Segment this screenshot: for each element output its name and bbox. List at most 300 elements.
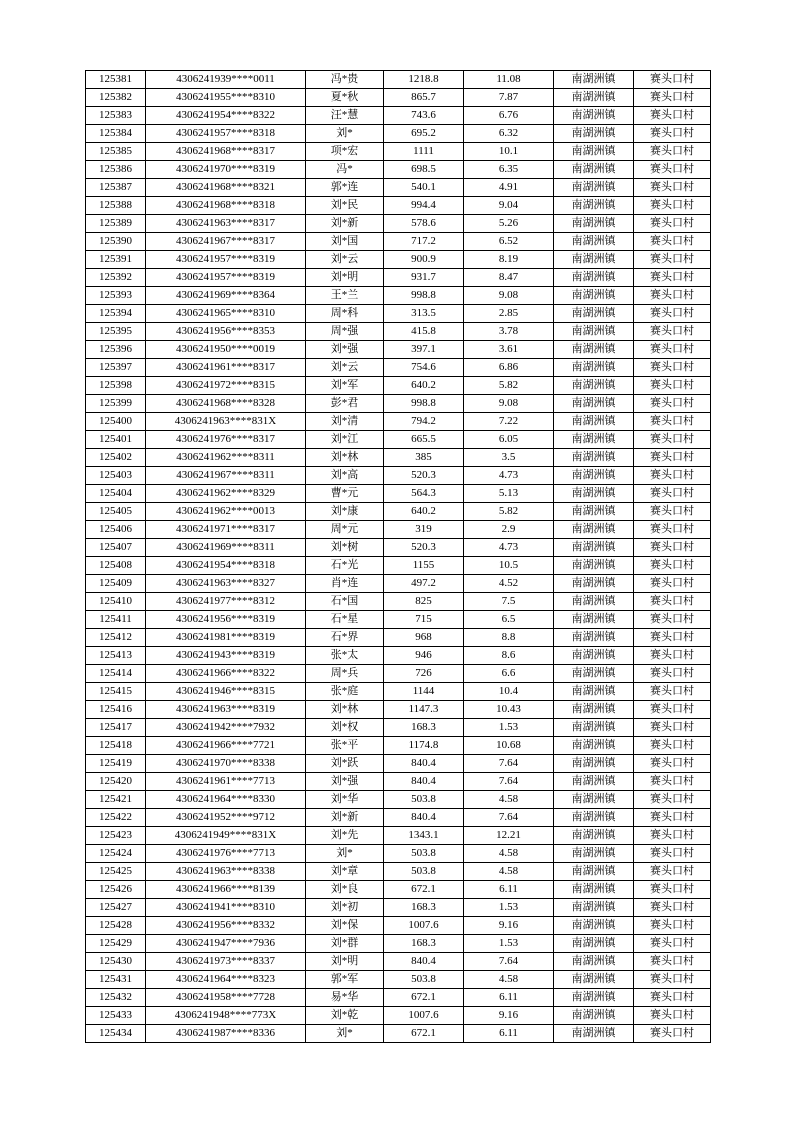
cell-id-number: 4306241963****8319: [146, 701, 306, 719]
cell-percent: 6.52: [464, 233, 554, 251]
cell-amount: 1007.6: [384, 917, 464, 935]
cell-village: 赛头口村: [634, 719, 711, 737]
cell-name: 刘*章: [306, 863, 384, 881]
cell-village: 赛头口村: [634, 341, 711, 359]
cell-percent: 6.11: [464, 881, 554, 899]
cell-town: 南湖洲镇: [554, 485, 634, 503]
cell-percent: 9.04: [464, 197, 554, 215]
cell-amount: 672.1: [384, 1025, 464, 1043]
cell-town: 南湖洲镇: [554, 953, 634, 971]
cell-town: 南湖洲镇: [554, 971, 634, 989]
cell-village: 赛头口村: [634, 1007, 711, 1025]
cell-amount: 168.3: [384, 719, 464, 737]
cell-name: 王*兰: [306, 287, 384, 305]
cell-serial: 125428: [86, 917, 146, 935]
cell-id-number: 4306241958****7728: [146, 989, 306, 1007]
cell-village: 赛头口村: [634, 593, 711, 611]
cell-id-number: 4306241957****8318: [146, 125, 306, 143]
cell-percent: 4.58: [464, 791, 554, 809]
cell-town: 南湖洲镇: [554, 809, 634, 827]
table-row: [86, 161, 711, 179]
cell-village: 赛头口村: [634, 89, 711, 107]
table-row: [86, 89, 711, 107]
cell-village: 赛头口村: [634, 611, 711, 629]
cell-name: 夏*秋: [306, 89, 384, 107]
cell-village: 赛头口村: [634, 377, 711, 395]
cell-town: 南湖洲镇: [554, 845, 634, 863]
cell-village: 赛头口村: [634, 323, 711, 341]
cell-percent: 10.43: [464, 701, 554, 719]
table-row: [86, 395, 711, 413]
cell-town: 南湖洲镇: [554, 755, 634, 773]
table-row: [86, 251, 711, 269]
table-row: [86, 503, 711, 521]
cell-name: 刘*华: [306, 791, 384, 809]
cell-percent: 4.52: [464, 575, 554, 593]
cell-serial: 125395: [86, 323, 146, 341]
table-row: [86, 107, 711, 125]
cell-amount: 1007.6: [384, 1007, 464, 1025]
cell-amount: 313.5: [384, 305, 464, 323]
cell-amount: 564.3: [384, 485, 464, 503]
cell-amount: 397.1: [384, 341, 464, 359]
cell-town: 南湖洲镇: [554, 395, 634, 413]
cell-amount: 168.3: [384, 935, 464, 953]
cell-village: 赛头口村: [634, 287, 711, 305]
cell-name: 冯*贵: [306, 71, 384, 89]
cell-amount: 695.2: [384, 125, 464, 143]
cell-name: 张*平: [306, 737, 384, 755]
cell-town: 南湖洲镇: [554, 467, 634, 485]
cell-id-number: 4306241956****8332: [146, 917, 306, 935]
cell-percent: 10.1: [464, 143, 554, 161]
cell-percent: 6.35: [464, 161, 554, 179]
cell-serial: 125414: [86, 665, 146, 683]
table-row: [86, 449, 711, 467]
cell-village: 赛头口村: [634, 197, 711, 215]
cell-name: 冯*: [306, 161, 384, 179]
cell-name: 刘*: [306, 125, 384, 143]
cell-serial: 125412: [86, 629, 146, 647]
cell-village: 赛头口村: [634, 971, 711, 989]
cell-serial: 125385: [86, 143, 146, 161]
cell-percent: 7.64: [464, 755, 554, 773]
cell-town: 南湖洲镇: [554, 449, 634, 467]
cell-percent: 6.11: [464, 1025, 554, 1043]
cell-percent: 5.13: [464, 485, 554, 503]
cell-percent: 4.73: [464, 467, 554, 485]
cell-village: 赛头口村: [634, 1025, 711, 1043]
cell-amount: 415.8: [384, 323, 464, 341]
cell-town: 南湖洲镇: [554, 287, 634, 305]
cell-name: 刘*树: [306, 539, 384, 557]
cell-amount: 998.8: [384, 395, 464, 413]
cell-amount: 865.7: [384, 89, 464, 107]
table-row: [86, 323, 711, 341]
cell-name: 周*强: [306, 323, 384, 341]
cell-name: 石*光: [306, 557, 384, 575]
cell-town: 南湖洲镇: [554, 899, 634, 917]
cell-amount: 994.4: [384, 197, 464, 215]
table-row: [86, 269, 711, 287]
cell-name: 刘*群: [306, 935, 384, 953]
table-row: [86, 143, 711, 161]
cell-name: 刘*初: [306, 899, 384, 917]
cell-percent: 6.05: [464, 431, 554, 449]
cell-percent: 9.16: [464, 1007, 554, 1025]
cell-village: 赛头口村: [634, 503, 711, 521]
cell-amount: 840.4: [384, 809, 464, 827]
cell-village: 赛头口村: [634, 935, 711, 953]
table-row: [86, 575, 711, 593]
cell-village: 赛头口村: [634, 539, 711, 557]
cell-percent: 6.6: [464, 665, 554, 683]
cell-serial: 125389: [86, 215, 146, 233]
cell-id-number: 4306241962****8329: [146, 485, 306, 503]
cell-percent: 6.11: [464, 989, 554, 1007]
cell-percent: 8.6: [464, 647, 554, 665]
cell-town: 南湖洲镇: [554, 521, 634, 539]
cell-id-number: 4306241981****8319: [146, 629, 306, 647]
cell-id-number: 4306241976****8317: [146, 431, 306, 449]
cell-amount: 640.2: [384, 377, 464, 395]
cell-percent: 9.16: [464, 917, 554, 935]
cell-id-number: 4306241966****8322: [146, 665, 306, 683]
cell-town: 南湖洲镇: [554, 701, 634, 719]
table-row: [86, 881, 711, 899]
cell-town: 南湖洲镇: [554, 215, 634, 233]
cell-id-number: 4306241947****7936: [146, 935, 306, 953]
cell-percent: 12.21: [464, 827, 554, 845]
cell-amount: 503.8: [384, 845, 464, 863]
cell-serial: 125420: [86, 773, 146, 791]
cell-village: 赛头口村: [634, 989, 711, 1007]
cell-village: 赛头口村: [634, 647, 711, 665]
cell-serial: 125429: [86, 935, 146, 953]
cell-amount: 578.6: [384, 215, 464, 233]
cell-name: 刘*林: [306, 701, 384, 719]
cell-serial: 125393: [86, 287, 146, 305]
cell-amount: 726: [384, 665, 464, 683]
cell-village: 赛头口村: [634, 845, 711, 863]
cell-name: 刘*清: [306, 413, 384, 431]
cell-percent: 7.22: [464, 413, 554, 431]
cell-serial: 125425: [86, 863, 146, 881]
table-row: [86, 845, 711, 863]
cell-town: 南湖洲镇: [554, 89, 634, 107]
cell-id-number: 4306241956****8319: [146, 611, 306, 629]
cell-serial: 125431: [86, 971, 146, 989]
cell-percent: 2.9: [464, 521, 554, 539]
table-row: [86, 989, 711, 1007]
cell-percent: 2.85: [464, 305, 554, 323]
cell-village: 赛头口村: [634, 143, 711, 161]
cell-percent: 4.91: [464, 179, 554, 197]
cell-village: 赛头口村: [634, 485, 711, 503]
cell-id-number: 4306241943****8319: [146, 647, 306, 665]
cell-percent: 6.32: [464, 125, 554, 143]
cell-name: 刘*跃: [306, 755, 384, 773]
cell-serial: 125421: [86, 791, 146, 809]
cell-amount: 640.2: [384, 503, 464, 521]
cell-town: 南湖洲镇: [554, 719, 634, 737]
cell-town: 南湖洲镇: [554, 575, 634, 593]
cell-town: 南湖洲镇: [554, 647, 634, 665]
cell-serial: 125398: [86, 377, 146, 395]
cell-name: 刘*新: [306, 215, 384, 233]
cell-amount: 998.8: [384, 287, 464, 305]
cell-id-number: 4306241961****7713: [146, 773, 306, 791]
cell-percent: 1.53: [464, 935, 554, 953]
cell-town: 南湖洲镇: [554, 359, 634, 377]
cell-id-number: 4306241977****8312: [146, 593, 306, 611]
cell-amount: 319: [384, 521, 464, 539]
cell-amount: 946: [384, 647, 464, 665]
cell-name: 刘*江: [306, 431, 384, 449]
cell-village: 赛头口村: [634, 683, 711, 701]
cell-town: 南湖洲镇: [554, 161, 634, 179]
table-row: [86, 899, 711, 917]
cell-name: 石*星: [306, 611, 384, 629]
cell-town: 南湖洲镇: [554, 917, 634, 935]
cell-village: 赛头口村: [634, 179, 711, 197]
table-row: [86, 125, 711, 143]
cell-village: 赛头口村: [634, 305, 711, 323]
cell-percent: 9.08: [464, 287, 554, 305]
cell-id-number: 4306241957****8319: [146, 251, 306, 269]
cell-town: 南湖洲镇: [554, 197, 634, 215]
cell-name: 刘*: [306, 845, 384, 863]
cell-town: 南湖洲镇: [554, 431, 634, 449]
cell-name: 刘*新: [306, 809, 384, 827]
cell-village: 赛头口村: [634, 215, 711, 233]
cell-town: 南湖洲镇: [554, 503, 634, 521]
table-row: [86, 521, 711, 539]
cell-id-number: 4306241967****8311: [146, 467, 306, 485]
table-row: [86, 233, 711, 251]
cell-serial: 125423: [86, 827, 146, 845]
cell-serial: 125424: [86, 845, 146, 863]
cell-name: 张*太: [306, 647, 384, 665]
table-row: [86, 953, 711, 971]
cell-percent: 7.64: [464, 773, 554, 791]
cell-town: 南湖洲镇: [554, 683, 634, 701]
cell-serial: 125427: [86, 899, 146, 917]
cell-percent: 1.53: [464, 899, 554, 917]
cell-amount: 754.6: [384, 359, 464, 377]
cell-town: 南湖洲镇: [554, 611, 634, 629]
cell-town: 南湖洲镇: [554, 593, 634, 611]
cell-amount: 1174.8: [384, 737, 464, 755]
cell-village: 赛头口村: [634, 791, 711, 809]
cell-id-number: 4306241963****8338: [146, 863, 306, 881]
cell-id-number: 4306241956****8353: [146, 323, 306, 341]
table-row: [86, 413, 711, 431]
cell-percent: 10.68: [464, 737, 554, 755]
cell-id-number: 4306241969****8311: [146, 539, 306, 557]
cell-name: 项*宏: [306, 143, 384, 161]
cell-village: 赛头口村: [634, 953, 711, 971]
cell-serial: 125415: [86, 683, 146, 701]
table-row: [86, 197, 711, 215]
cell-town: 南湖洲镇: [554, 125, 634, 143]
cell-serial: 125433: [86, 1007, 146, 1025]
cell-percent: 11.08: [464, 71, 554, 89]
cell-percent: 6.86: [464, 359, 554, 377]
cell-amount: 968: [384, 629, 464, 647]
cell-village: 赛头口村: [634, 521, 711, 539]
cell-village: 赛头口村: [634, 809, 711, 827]
cell-name: 张*庭: [306, 683, 384, 701]
cell-village: 赛头口村: [634, 467, 711, 485]
cell-id-number: 4306241963****8327: [146, 575, 306, 593]
cell-village: 赛头口村: [634, 431, 711, 449]
cell-amount: 497.2: [384, 575, 464, 593]
cell-id-number: 4306241950****0019: [146, 341, 306, 359]
cell-id-number: 4306241954****8318: [146, 557, 306, 575]
cell-amount: 931.7: [384, 269, 464, 287]
table-row: [86, 287, 711, 305]
table-row: [86, 71, 711, 89]
cell-name: 刘*康: [306, 503, 384, 521]
cell-amount: 900.9: [384, 251, 464, 269]
table-row: [86, 809, 711, 827]
table-row: [86, 539, 711, 557]
cell-serial: 125391: [86, 251, 146, 269]
cell-village: 赛头口村: [634, 899, 711, 917]
cell-percent: 4.73: [464, 539, 554, 557]
table-row: [86, 215, 711, 233]
table-row: [86, 359, 711, 377]
cell-town: 南湖洲镇: [554, 827, 634, 845]
cell-town: 南湖洲镇: [554, 935, 634, 953]
cell-name: 肖*连: [306, 575, 384, 593]
cell-name: 周*科: [306, 305, 384, 323]
table-row: [86, 773, 711, 791]
cell-town: 南湖洲镇: [554, 881, 634, 899]
cell-serial: 125402: [86, 449, 146, 467]
cell-village: 赛头口村: [634, 449, 711, 467]
cell-percent: 3.61: [464, 341, 554, 359]
cell-id-number: 4306241955****8310: [146, 89, 306, 107]
cell-id-number: 4306241941****8310: [146, 899, 306, 917]
cell-id-number: 4306241948****773X: [146, 1007, 306, 1025]
cell-name: 刘*国: [306, 233, 384, 251]
cell-amount: 385: [384, 449, 464, 467]
cell-village: 赛头口村: [634, 233, 711, 251]
cell-town: 南湖洲镇: [554, 341, 634, 359]
cell-serial: 125417: [86, 719, 146, 737]
cell-percent: 3.5: [464, 449, 554, 467]
cell-town: 南湖洲镇: [554, 143, 634, 161]
cell-name: 刘*权: [306, 719, 384, 737]
cell-id-number: 4306241973****8337: [146, 953, 306, 971]
cell-town: 南湖洲镇: [554, 1025, 634, 1043]
cell-id-number: 4306241968****8317: [146, 143, 306, 161]
cell-town: 南湖洲镇: [554, 1007, 634, 1025]
cell-id-number: 4306241962****0013: [146, 503, 306, 521]
cell-amount: 840.4: [384, 773, 464, 791]
table-row: [86, 719, 711, 737]
cell-name: 周*兵: [306, 665, 384, 683]
cell-town: 南湖洲镇: [554, 989, 634, 1007]
cell-serial: 125383: [86, 107, 146, 125]
cell-id-number: 4306241964****8330: [146, 791, 306, 809]
cell-percent: 7.64: [464, 953, 554, 971]
cell-name: 石*界: [306, 629, 384, 647]
cell-village: 赛头口村: [634, 395, 711, 413]
cell-town: 南湖洲镇: [554, 737, 634, 755]
cell-amount: 1144: [384, 683, 464, 701]
cell-name: 汪*慧: [306, 107, 384, 125]
cell-percent: 4.58: [464, 863, 554, 881]
cell-serial: 125418: [86, 737, 146, 755]
cell-percent: 6.5: [464, 611, 554, 629]
cell-serial: 125397: [86, 359, 146, 377]
cell-percent: 8.19: [464, 251, 554, 269]
cell-name: 刘*强: [306, 773, 384, 791]
cell-percent: 4.58: [464, 845, 554, 863]
cell-id-number: 4306241968****8321: [146, 179, 306, 197]
table-row: [86, 377, 711, 395]
cell-name: 刘*高: [306, 467, 384, 485]
cell-serial: 125392: [86, 269, 146, 287]
cell-name: 周*元: [306, 521, 384, 539]
table-row: [86, 467, 711, 485]
cell-amount: 168.3: [384, 899, 464, 917]
table-row: [86, 863, 711, 881]
cell-amount: 1218.8: [384, 71, 464, 89]
table-row: [86, 557, 711, 575]
cell-name: 刘*军: [306, 377, 384, 395]
cell-amount: 1147.3: [384, 701, 464, 719]
cell-serial: 125396: [86, 341, 146, 359]
cell-serial: 125394: [86, 305, 146, 323]
cell-id-number: 4306241976****7713: [146, 845, 306, 863]
cell-percent: 7.5: [464, 593, 554, 611]
table-row: [86, 935, 711, 953]
cell-id-number: 4306241962****8311: [146, 449, 306, 467]
cell-name: 石*国: [306, 593, 384, 611]
cell-percent: 9.08: [464, 395, 554, 413]
table-row: [86, 647, 711, 665]
cell-name: 刘*: [306, 1025, 384, 1043]
cell-id-number: 4306241961****8317: [146, 359, 306, 377]
cell-id-number: 4306241968****8318: [146, 197, 306, 215]
table-row: [86, 737, 711, 755]
cell-name: 郭*连: [306, 179, 384, 197]
table-row: [86, 791, 711, 809]
cell-amount: 1111: [384, 143, 464, 161]
cell-village: 赛头口村: [634, 827, 711, 845]
cell-percent: 1.53: [464, 719, 554, 737]
table-body: [86, 71, 711, 1043]
cell-percent: 5.82: [464, 377, 554, 395]
cell-amount: 665.5: [384, 431, 464, 449]
cell-id-number: 4306241966****8139: [146, 881, 306, 899]
table-row: [86, 431, 711, 449]
cell-amount: 715: [384, 611, 464, 629]
cell-name: 刘*明: [306, 269, 384, 287]
cell-name: 刘*良: [306, 881, 384, 899]
cell-serial: 125399: [86, 395, 146, 413]
cell-village: 赛头口村: [634, 863, 711, 881]
cell-town: 南湖洲镇: [554, 539, 634, 557]
cell-serial: 125432: [86, 989, 146, 1007]
cell-id-number: 4306241963****831X: [146, 413, 306, 431]
cell-percent: 5.82: [464, 503, 554, 521]
cell-id-number: 4306241967****8317: [146, 233, 306, 251]
